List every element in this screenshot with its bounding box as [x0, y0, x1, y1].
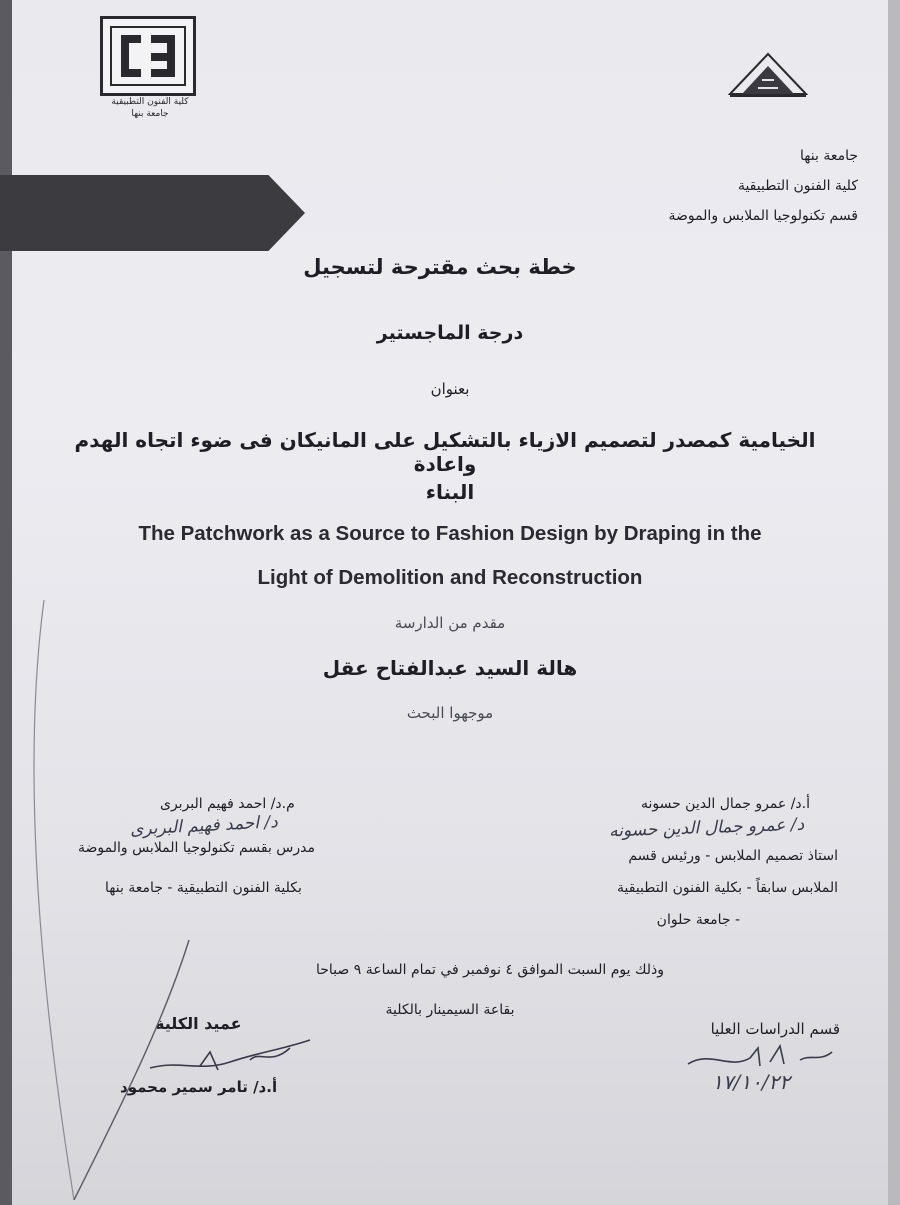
university-logo: [728, 50, 808, 100]
titled-label: بعنوان: [430, 380, 470, 398]
grad-studies-date: ١٧/١٠/٢٢: [712, 1070, 790, 1094]
faculty-logo: [100, 16, 200, 128]
faculty-logo-caption-1: كلية الفنون التطبيقية: [111, 97, 189, 107]
decorative-arrow-bar: [0, 175, 305, 251]
supervisor-right-name: أ.د/ عمرو جمال الدين حسونه: [640, 796, 810, 812]
english-title-line-2: Light of Demolition and Reconstruction: [257, 566, 643, 589]
grad-studies-title: قسم الدراسات العليا: [710, 1020, 840, 1038]
degree-heading: درجة الماجستير: [376, 322, 524, 344]
faculty-logo-caption-2: جامعة بنها: [131, 109, 169, 119]
english-title-line-1: The Patchwork as a Source to Fashion Design by Draping in the: [138, 522, 762, 545]
plan-heading: خطة بحث مقترحة لتسجيل: [303, 255, 577, 279]
researcher-label: مقدم من الدارسة: [394, 614, 506, 632]
supervisor-left-signature: د/ احمد فهيم البربرى: [129, 812, 279, 840]
supervisor-right-role-3: - جامعة حلوان: [656, 912, 740, 928]
supervisor-right-role-1: استاذ تصميم الملابس - ورئيس قسم: [628, 848, 838, 864]
supervisor-right-role-2: الملابس سابقاً - بكلية الفنون التطبيقية: [617, 880, 838, 896]
dean-name: أ.د/ تامر سمير محمود: [120, 1078, 278, 1096]
seminar-line-1: وذلك يوم السبت الموافق ٤ نوفمبر في تمام الساعة ٩ صباحا: [316, 962, 664, 978]
header-faculty: كلية الفنون التطبيقية: [737, 178, 858, 194]
faculty-logo-glyph-icon: [103, 19, 193, 93]
dean-title: عميد الكلية: [155, 1014, 242, 1033]
arabic-title-line-1: الخيامية كمصدر لتصميم الازياء بالتشكيل على المانيكان فى ضوء اتجاه الهدم واعادة: [74, 428, 816, 476]
university-emblem-icon: [728, 50, 808, 100]
supervisors-label: موجهوا البحث: [406, 704, 494, 722]
margin-pen-stroke-icon: [14, 600, 214, 1200]
page-right-edge: [888, 0, 900, 1205]
supervisor-right-signature: د/ عمرو جمال الدين حسونه: [608, 814, 805, 842]
arabic-title-line-2: البناء: [425, 480, 475, 504]
header-department: قسم تكنولوجيا الملابس والموضة: [668, 208, 858, 224]
researcher-name: هالة السيد عبدالفتاح عقل: [322, 656, 578, 680]
faculty-logo-mark: [100, 16, 196, 96]
supervisor-left-role-1: مدرس بقسم تكنولوجيا الملابس والموضة: [78, 840, 315, 856]
supervisor-left-role-2: بكلية الفنون التطبيقية - جامعة بنها: [105, 880, 302, 896]
header-university: جامعة بنها: [800, 148, 858, 164]
supervisor-left-name: م.د/ احمد فهيم البربرى: [160, 796, 295, 812]
seminar-line-2: بقاعة السيمينار بالكلية: [385, 1002, 515, 1018]
